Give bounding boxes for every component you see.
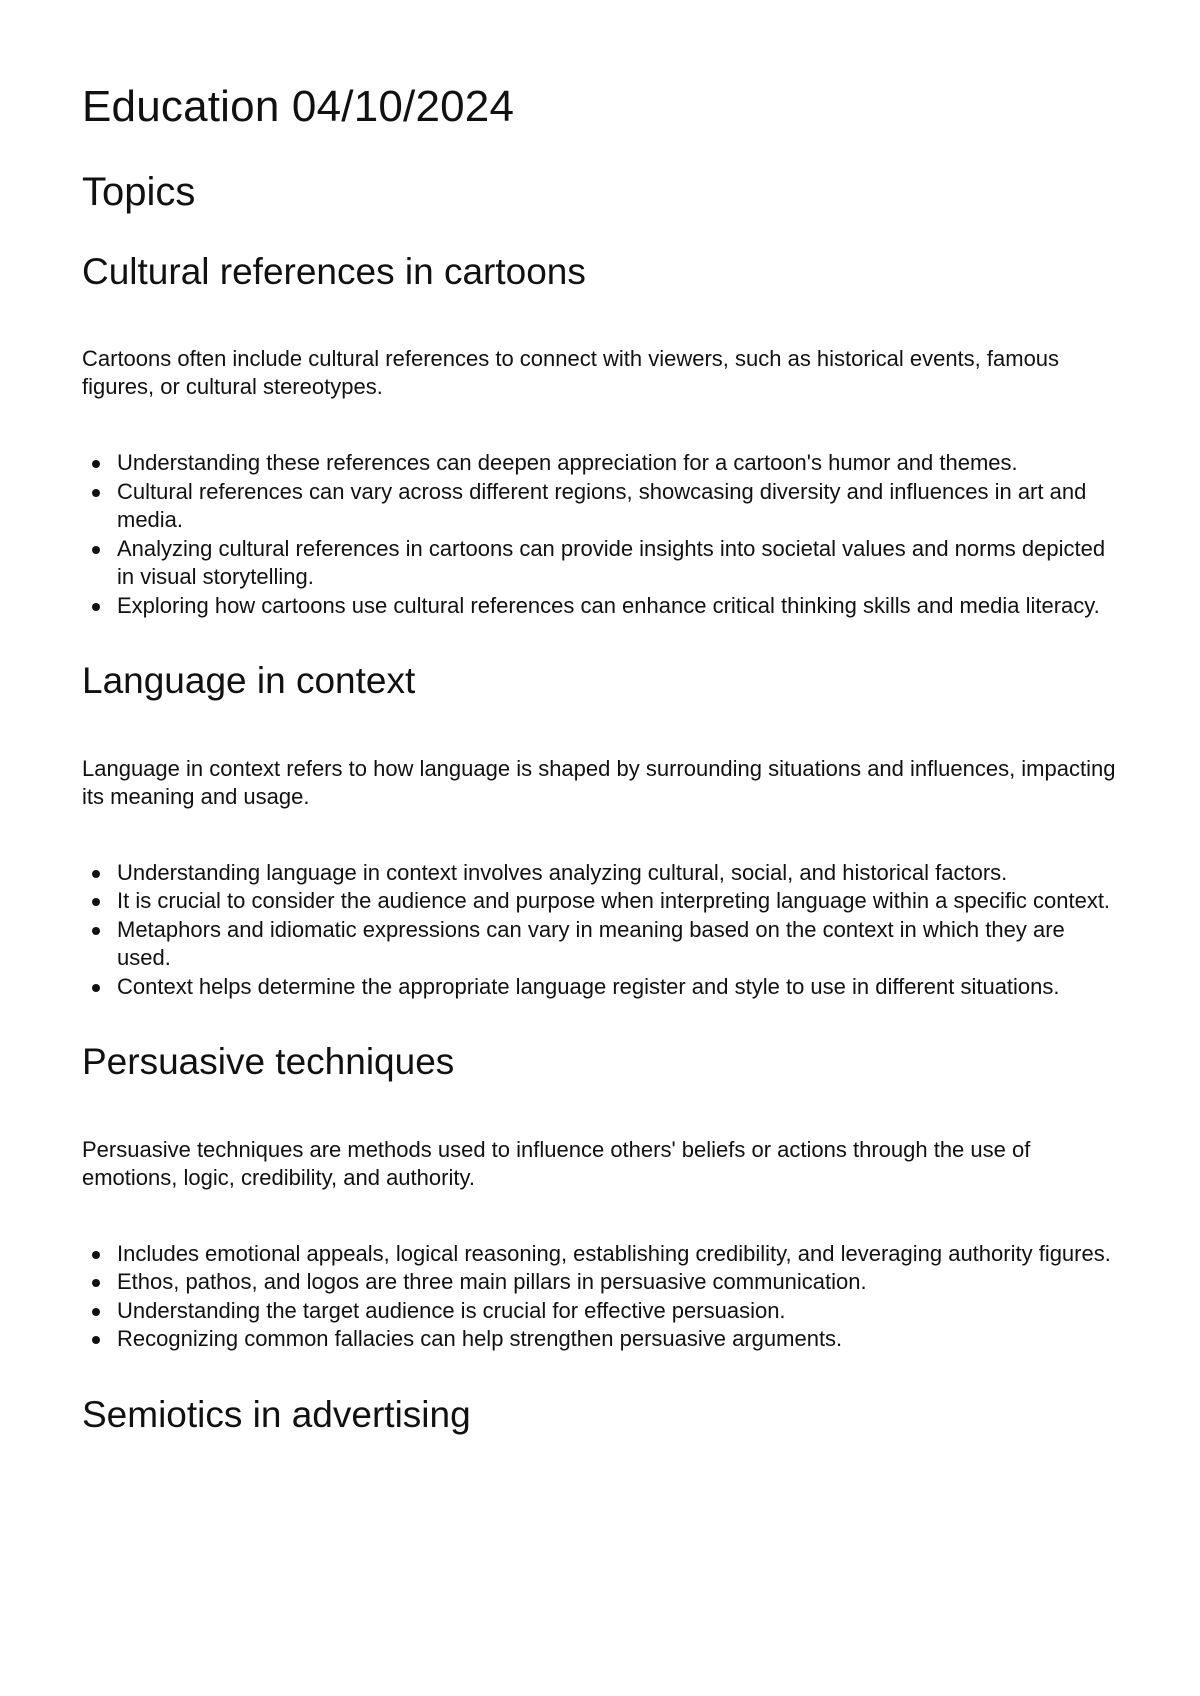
list-item: It is crucial to consider the audience and purpose when interpreting language within a specific context.: [117, 887, 1118, 916]
section-semiotics-in-advertising: [82, 1394, 1118, 1437]
list-item: Recognizing common fallacies can help strengthen persuasive arguments.: [117, 1325, 1118, 1354]
list-item: Includes emotional appeals, logical reasoning, establishing credibility, and leveraging authority figures.: [117, 1240, 1118, 1269]
list-item: Understanding these references can deepen appreciation for a cartoon's humor and themes.: [117, 449, 1118, 478]
section-heading: Persuasive techniques: [82, 1041, 455, 1083]
topics-heading: Topics: [82, 169, 196, 214]
section-summary: Language in context refers to how language is shaped by surrounding situations and influences, impacting its meaning and usage.: [82, 755, 1116, 809]
document-title: Education 04/10/2024: [82, 82, 515, 131]
section-summary: Cartoons often include cultural references to connect with viewers, such as historical events, famous figures, or cultural stereotypes.: [82, 346, 1060, 400]
section-cultural-references: [82, 251, 1118, 621]
section-heading: Semiotics in advertising: [82, 1393, 471, 1435]
list-item: Ethos, pathos, and logos are three main pillars in persuasive communication.: [117, 1268, 1118, 1297]
section-summary: Persuasive techniques are methods used to influence others' beliefs or actions through the use of emotions, logic, credibility, and authority.: [82, 1136, 1031, 1190]
section-heading: Cultural references in cartoons: [82, 250, 586, 292]
section-language-in-context: [82, 660, 1118, 1001]
list-item: Understanding language in context involves analyzing cultural, social, and historical factors.: [117, 859, 1118, 888]
bullet-list: [82, 1240, 1118, 1354]
list-item: Analyzing cultural references in cartoons can provide insights into societal values and norms depicted in visual storytelling.: [117, 535, 1118, 592]
bullet-list: [82, 449, 1118, 620]
list-item: Understanding the target audience is crucial for effective persuasion.: [117, 1297, 1118, 1326]
list-item: Context helps determine the appropriate language register and style to use in different situations.: [117, 973, 1118, 1002]
list-item: Cultural references can vary across different regions, showcasing diversity and influences in art and media.: [117, 478, 1118, 535]
section-persuasive-techniques: [82, 1041, 1118, 1354]
list-item: Exploring how cartoons use cultural references can enhance critical thinking skills and media literacy.: [117, 592, 1118, 621]
list-item: Metaphors and idiomatic expressions can vary in meaning based on the context in which they are used.: [117, 916, 1118, 973]
section-heading: Language in context: [82, 660, 416, 702]
bullet-list: [82, 859, 1118, 1002]
